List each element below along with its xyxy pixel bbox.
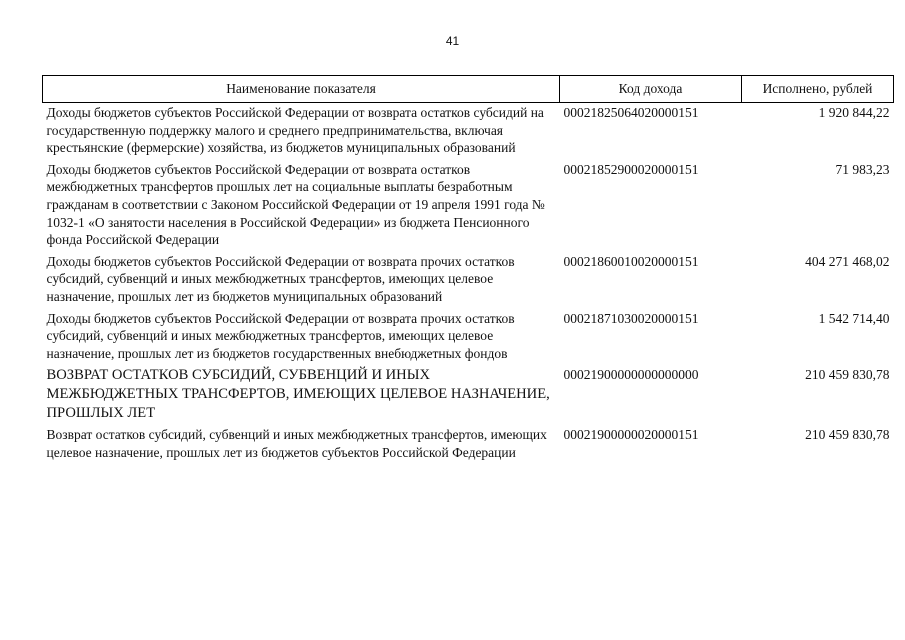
indicator-name: Возврат остатков субсидий, субвенций и иных межбюджетных трансфертов, имеющих целевое назначение, прошлых лет из бюджетов субъектов Российской Федерации: [46, 427, 547, 460]
indicator-name: Доходы бюджетов субъектов Российской Федерации от возврата остатков межбюджетных трансфертов прошлых лет на социальные выплаты безработным гражданам в соответствии с Законом Российской Федерации от 19 апреля 1991 года № 1032-1 «О занятости населения в Российской Федерации» из бюджета Пенсионного фонда Российской Федерации: [46, 161, 545, 248]
income-code: 00021900000000000000: [563, 367, 699, 383]
income-code: 00021871030020000151: [563, 310, 699, 326]
table-row: [43, 309, 894, 366]
header-income-code: Код дохода: [560, 76, 742, 103]
executed-amount: 210 459 830,78: [805, 367, 890, 383]
header-indicator-name: Наименование показателя: [43, 76, 560, 103]
table-row: [43, 252, 894, 309]
table-row-section-total: [43, 365, 894, 425]
table-row: [43, 425, 894, 464]
indicator-name: ВОЗВРАТ ОСТАТКОВ СУБСИДИЙ, СУБВЕНЦИЙ И ИНЫХ МЕЖБЮДЖЕТНЫХ ТРАНСФЕРТОВ, ИМЕЮЩИХ ЦЕЛЕВОЕ НАЗНАЧЕНИЕ, ПРОШЛЫХ ЛЕТ: [46, 367, 550, 421]
executed-amount: 71 983,23: [835, 161, 890, 177]
table-header-row: [43, 76, 894, 103]
income-code: 00021900000020000151: [563, 427, 699, 443]
table-row: [43, 103, 894, 160]
indicator-name: Доходы бюджетов субъектов Российской Федерации от возврата прочих остатков субсидий, субвенций и иных межбюджетных трансфертов, имеющих целевое назначение, прошлых лет из бюджетов государственных внебюджетных фондов: [46, 310, 515, 361]
page-number: 41: [445, 34, 460, 48]
indicator-name: Доходы бюджетов субъектов Российской Федерации от возврата остатков субсидий на государственную поддержку малого и среднего предпринимательства, включая крестьянские (фермерские) хозяйства, из бюджетов муниципальных образований: [46, 105, 544, 156]
executed-amount: 404 271 468,02: [805, 253, 890, 269]
revenue-table: [42, 75, 894, 464]
executed-amount: 210 459 830,78: [805, 427, 890, 443]
executed-amount: 1 542 714,40: [818, 310, 890, 326]
indicator-name: Доходы бюджетов субъектов Российской Федерации от возврата прочих остатков субсидий, субвенций и иных межбюджетных трансфертов, имеющих целевое назначение, прошлых лет из бюджетов муниципальных образований: [46, 253, 515, 304]
income-code: 00021852900020000151: [563, 161, 699, 177]
executed-amount: 1 920 844,22: [818, 105, 890, 120]
header-executed-amount: Исполнено, рублей: [742, 76, 894, 103]
income-code: 00021825064020000151: [563, 105, 699, 120]
table-row: [43, 160, 894, 252]
income-code: 00021860010020000151: [563, 253, 699, 269]
